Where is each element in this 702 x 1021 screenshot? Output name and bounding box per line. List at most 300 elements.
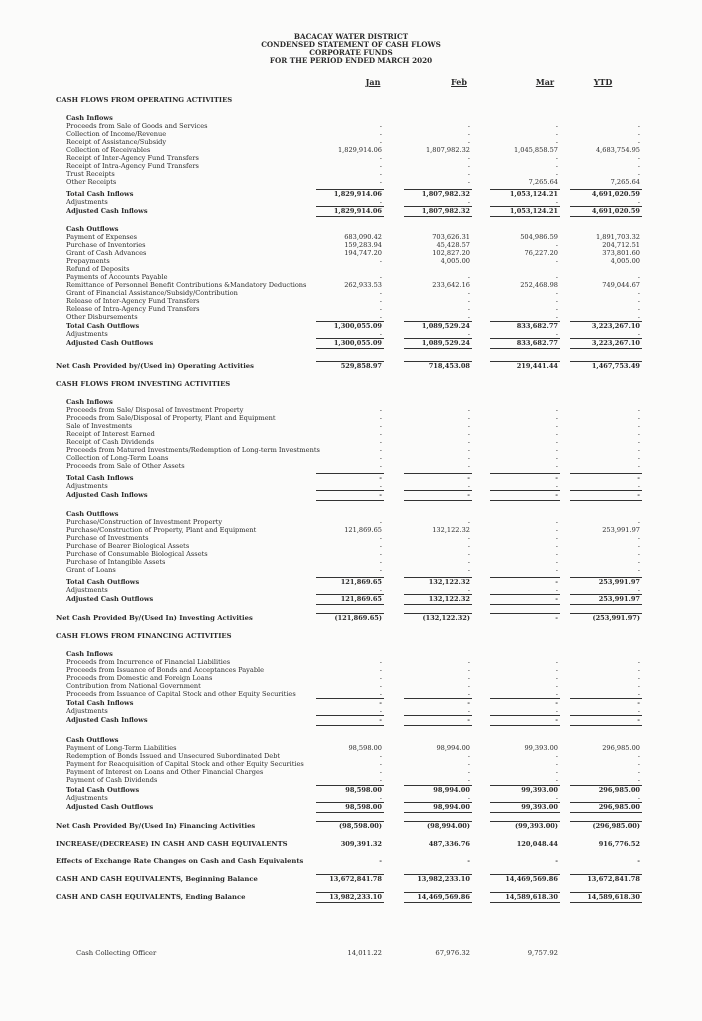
cell-jan: 98,598.00 xyxy=(348,744,382,752)
column-jan: Jan xyxy=(365,77,381,87)
cell-mar: - xyxy=(555,666,558,674)
cell-mar: 1,045,858.57 xyxy=(513,146,558,154)
cell-mar: - xyxy=(555,462,558,470)
cell-feb: - xyxy=(467,707,470,715)
cell-mar: - xyxy=(555,170,558,178)
row-label: Grant of Financial Assistance/Subsidy/Contribution xyxy=(66,289,238,297)
total-row xyxy=(0,699,702,707)
cell-ytd: 3,223,267.10 xyxy=(591,339,640,347)
line-item-row xyxy=(0,454,702,462)
cell-feb: - xyxy=(467,666,470,674)
section-heading xyxy=(0,380,702,388)
column-feb: Feb xyxy=(451,77,467,87)
cell-mar: 14,589,618.30 xyxy=(505,893,558,901)
total-rule-top xyxy=(404,490,472,491)
cell-ytd: 204,712.51 xyxy=(602,241,640,249)
cell-mar: - xyxy=(555,430,558,438)
summary-row xyxy=(0,840,702,848)
cell-mar: 7,265.64 xyxy=(528,178,558,186)
cell-ytd: 13,672,841.78 xyxy=(587,875,640,883)
total-rule-top xyxy=(570,473,642,474)
subsection-heading xyxy=(0,510,702,518)
cell-ytd: - xyxy=(637,550,640,558)
summary-row xyxy=(0,614,702,622)
period: FOR THE PERIOD ENDED MARCH 2020 xyxy=(269,56,433,65)
cell-jan: - xyxy=(379,273,382,281)
cell-mar: - xyxy=(555,438,558,446)
line-item-row xyxy=(0,178,702,186)
cell-ytd: - xyxy=(637,313,640,321)
total-rule-top xyxy=(404,206,472,207)
line-item-row xyxy=(0,170,702,178)
cell-mar: 120,048.44 xyxy=(516,840,558,848)
cell-jan: - xyxy=(379,658,382,666)
cell-feb: - xyxy=(467,446,470,454)
cell-mar: - xyxy=(555,241,558,249)
cell-feb: - xyxy=(467,491,470,499)
cell-ytd: 916,776.52 xyxy=(598,840,640,848)
cell-feb: - xyxy=(467,198,470,206)
line-item-row xyxy=(0,406,702,414)
cell-ytd: - xyxy=(637,305,640,313)
total-rule-top xyxy=(490,785,560,786)
line-item-row xyxy=(0,122,702,130)
row-label: Receipt of Intra-Agency Fund Transfers xyxy=(66,162,199,170)
total-rule-top xyxy=(570,785,642,786)
total-rule-top xyxy=(404,473,472,474)
cell-ytd: - xyxy=(637,491,640,499)
total-rule-top xyxy=(570,361,642,362)
cell-jan: 121,869.65 xyxy=(340,578,382,586)
cell-feb: - xyxy=(467,566,470,574)
section-heading-label: CASH FLOWS FROM FINANCING ACTIVITIES xyxy=(56,632,232,640)
cell-mar: - xyxy=(555,257,558,265)
line-item-row xyxy=(0,146,702,154)
line-item-row xyxy=(0,446,702,454)
cell-jan: - xyxy=(379,716,382,724)
total-rule-top xyxy=(490,321,560,322)
line-item-row xyxy=(0,682,702,690)
total-rule-top xyxy=(316,715,384,716)
total-rule-top xyxy=(404,715,472,716)
subsection-heading xyxy=(0,114,702,122)
summary-row xyxy=(0,857,702,865)
row-label: Proceeds from Domestic and Foreign Loans xyxy=(66,674,213,682)
cell-mar: - xyxy=(555,454,558,462)
line-item-row xyxy=(0,289,702,297)
cell-ytd: - xyxy=(637,558,640,566)
summary-row xyxy=(0,893,702,901)
total-rule-top xyxy=(490,577,560,578)
total-rule-top xyxy=(404,361,472,362)
total-rule-top xyxy=(570,802,642,803)
cell-feb: - xyxy=(467,474,470,482)
cell-mar: - xyxy=(555,578,558,586)
line-item-row xyxy=(0,707,702,715)
row-label: Other Disbursements xyxy=(66,313,138,321)
total-rule-top xyxy=(570,613,642,614)
row-label: Total Cash Outflows xyxy=(66,578,140,586)
subsection-heading-label: Cash Inflows xyxy=(66,398,113,406)
cell-ytd: - xyxy=(637,170,640,178)
line-item-row xyxy=(0,666,702,674)
cell-feb: 1,807,982.32 xyxy=(425,146,470,154)
row-label: Adjusted Cash Inflows xyxy=(66,207,148,215)
cell-ytd: - xyxy=(637,430,640,438)
cell-mar: - xyxy=(555,707,558,715)
total-rule-top xyxy=(316,473,384,474)
row-label: Release of Intra-Agency Fund Transfers xyxy=(66,305,200,313)
cell-jan: - xyxy=(379,550,382,558)
section-heading-label: CASH FLOWS FROM INVESTING ACTIVITIES xyxy=(56,380,231,388)
cell-feb: - xyxy=(467,682,470,690)
row-label: Grant of Cash Advances xyxy=(66,249,147,257)
total-rule-top xyxy=(316,698,384,699)
cell-feb: - xyxy=(467,438,470,446)
cell-mar: - xyxy=(555,716,558,724)
cell-jan: - xyxy=(379,305,382,313)
cell-feb: - xyxy=(467,658,470,666)
cell-jan: - xyxy=(379,666,382,674)
section-heading-label: CASH FLOWS FROM OPERATING ACTIVITIES xyxy=(56,96,233,104)
line-item-row xyxy=(0,768,702,776)
total-rule-bottom xyxy=(490,604,560,605)
cell-ytd: - xyxy=(637,198,640,206)
row-label: Total Cash Inflows xyxy=(66,474,134,482)
total-rule-bottom xyxy=(570,216,642,217)
cell-ytd: - xyxy=(637,273,640,281)
line-item-row xyxy=(0,794,702,802)
line-item-row xyxy=(0,330,702,338)
cell-feb: - xyxy=(467,170,470,178)
cell-ytd: - xyxy=(637,297,640,305)
cell-jan: - xyxy=(379,760,382,768)
row-label: Trust Receipts xyxy=(66,170,115,178)
cell-ytd: 4,691,020.59 xyxy=(591,207,640,215)
cell-ytd: - xyxy=(637,406,640,414)
total-rule-bottom xyxy=(316,604,384,605)
total-rule-bottom xyxy=(570,902,642,903)
cell-mar: 99,393.00 xyxy=(521,786,558,794)
row-label: Purchase/Construction of Investment Property xyxy=(66,518,223,526)
cell-feb: - xyxy=(467,422,470,430)
total-rule-top xyxy=(404,698,472,699)
cash-collecting-officer-mar: 9,757.92 xyxy=(527,949,558,957)
cell-jan: - xyxy=(379,674,382,682)
cell-jan: - xyxy=(379,534,382,542)
total-rule-bottom xyxy=(570,500,642,501)
cell-ytd: - xyxy=(637,154,640,162)
cell-jan: - xyxy=(379,857,382,865)
total-rule-top xyxy=(570,206,642,207)
cell-feb: - xyxy=(467,558,470,566)
row-label: Release of Inter-Agency Fund Transfers xyxy=(66,297,200,305)
total-rule-top xyxy=(490,613,560,614)
cell-feb: - xyxy=(467,162,470,170)
total-rule-bottom xyxy=(490,216,560,217)
cell-jan: - xyxy=(379,178,382,186)
total-row xyxy=(0,786,702,794)
section-heading xyxy=(0,632,702,640)
line-item-row xyxy=(0,305,702,313)
subsection-heading-label: Cash Outflows xyxy=(66,736,119,744)
line-item-row xyxy=(0,241,702,249)
row-label: Collection of Income/Revenue xyxy=(66,130,167,138)
cell-ytd: - xyxy=(637,138,640,146)
cell-mar: - xyxy=(555,130,558,138)
total-rule-top xyxy=(316,338,384,339)
cell-ytd: 4,691,020.59 xyxy=(591,190,640,198)
cell-ytd: - xyxy=(637,752,640,760)
cell-feb: - xyxy=(467,857,470,865)
row-label: Adjustments xyxy=(66,707,108,715)
cell-ytd: - xyxy=(637,330,640,338)
cell-jan: - xyxy=(379,257,382,265)
cell-mar: - xyxy=(555,198,558,206)
cell-jan: - xyxy=(379,586,382,594)
cell-ytd: - xyxy=(637,446,640,454)
line-item-row xyxy=(0,138,702,146)
cell-ytd: 296,985.00 xyxy=(598,786,640,794)
cell-jan: - xyxy=(379,491,382,499)
cell-mar: - xyxy=(555,297,558,305)
cell-ytd: - xyxy=(637,666,640,674)
row-label: Purchase of Bearer Biological Assets xyxy=(66,542,190,550)
cell-ytd: - xyxy=(637,699,640,707)
section-heading xyxy=(0,96,702,104)
line-item-row xyxy=(0,130,702,138)
cell-feb: 1,807,982.32 xyxy=(421,207,470,215)
row-label: Payment of Expenses xyxy=(66,233,138,241)
cell-feb: 4,005.00 xyxy=(440,257,470,265)
row-label: Contribution from National Government xyxy=(66,682,201,690)
cell-mar: - xyxy=(555,776,558,784)
cell-ytd: - xyxy=(637,707,640,715)
cell-ytd: - xyxy=(637,534,640,542)
statement-title: CONDENSED STATEMENT OF CASH FLOWS xyxy=(261,40,441,49)
cell-jan: 262,933.53 xyxy=(344,281,382,289)
cell-ytd: - xyxy=(637,482,640,490)
cell-feb: 132,122.32 xyxy=(428,578,470,586)
cell-ytd: - xyxy=(637,542,640,550)
cell-feb: 703,626.31 xyxy=(432,233,470,241)
cell-jan: 98,598.00 xyxy=(345,803,382,811)
row-label: Adjustments xyxy=(66,198,108,206)
total-rule-top xyxy=(316,613,384,614)
row-label: Refund of Deposits xyxy=(66,265,130,273)
total-rule-bottom xyxy=(570,604,642,605)
cell-jan: - xyxy=(379,462,382,470)
cell-jan: 1,829,914.06 xyxy=(337,146,382,154)
total-rule-bottom xyxy=(404,725,472,726)
cell-ytd: 253,991.97 xyxy=(598,578,640,586)
cell-mar: - xyxy=(555,289,558,297)
total-row xyxy=(0,207,702,215)
subsection-heading xyxy=(0,736,702,744)
cell-jan: - xyxy=(379,438,382,446)
cell-feb: - xyxy=(467,430,470,438)
total-rule-top xyxy=(570,698,642,699)
line-item-row xyxy=(0,154,702,162)
total-rule-top xyxy=(570,321,642,322)
cell-mar: - xyxy=(555,414,558,422)
cell-ytd: 7,265.64 xyxy=(610,178,640,186)
total-rule-top xyxy=(490,892,560,893)
cell-ytd: - xyxy=(637,857,640,865)
subsection-heading-label: Cash Outflows xyxy=(66,225,119,233)
cell-jan: - xyxy=(379,138,382,146)
cell-jan: - xyxy=(379,690,382,698)
total-rule-top xyxy=(316,802,384,803)
cell-mar: - xyxy=(555,534,558,542)
cell-jan: - xyxy=(379,794,382,802)
total-rule-bottom xyxy=(316,500,384,501)
cell-jan: (98,598.00) xyxy=(339,822,382,830)
line-item-row xyxy=(0,744,702,752)
cell-ytd: - xyxy=(637,518,640,526)
row-label: Net Cash Provided By/(Used In) Financing Activities xyxy=(56,822,256,830)
line-item-row xyxy=(0,550,702,558)
row-label: Purchase of Inventories xyxy=(66,241,146,249)
cell-jan: - xyxy=(379,752,382,760)
line-item-row xyxy=(0,414,702,422)
cell-jan: 683,090.42 xyxy=(344,233,382,241)
total-rule-bottom xyxy=(570,348,642,349)
row-label: Remittance of Personnel Benefit Contributions &Mandatory Deductions xyxy=(66,281,307,289)
total-rule-top xyxy=(490,361,560,362)
total-rule-bottom xyxy=(316,348,384,349)
total-rule-top xyxy=(570,577,642,578)
row-label: Purchase of Intangible Assets xyxy=(66,558,166,566)
cell-feb: - xyxy=(467,305,470,313)
row-label: Proceeds from Issuance of Capital Stock and other Equity Securities xyxy=(66,690,296,698)
subsection-heading xyxy=(0,650,702,658)
cell-jan: 121,869.65 xyxy=(344,526,382,534)
cell-jan: - xyxy=(379,558,382,566)
column-ytd: YTD xyxy=(593,77,613,87)
cell-jan: - xyxy=(379,297,382,305)
total-rule-top xyxy=(490,821,560,822)
row-label: Redemption of Bonds Issued and Unsecured Subordinated Debt xyxy=(66,752,281,760)
cell-jan: - xyxy=(379,542,382,550)
cell-feb: - xyxy=(467,768,470,776)
cell-mar: - xyxy=(555,674,558,682)
line-item-row xyxy=(0,162,702,170)
total-rule-top xyxy=(316,594,384,595)
cell-mar: - xyxy=(555,526,558,534)
row-label: Net Cash Provided By/(Used In) Investing Activities xyxy=(56,614,253,622)
total-rule-bottom xyxy=(490,812,560,813)
cell-ytd: - xyxy=(637,289,640,297)
cell-feb: - xyxy=(467,690,470,698)
total-rule-top xyxy=(490,715,560,716)
cell-feb: - xyxy=(467,674,470,682)
cell-feb: - xyxy=(467,454,470,462)
row-label: Adjustments xyxy=(66,482,108,490)
cell-ytd: (296,985.00) xyxy=(592,822,640,830)
line-item-row xyxy=(0,273,702,281)
cell-ytd: 1,891,703.32 xyxy=(595,233,640,241)
row-label: Purchase/Construction of Property, Plant and Equipment xyxy=(66,526,257,534)
cell-mar: - xyxy=(555,305,558,313)
cell-mar: - xyxy=(555,550,558,558)
cell-ytd: - xyxy=(637,130,640,138)
cell-jan: - xyxy=(379,768,382,776)
cell-feb: - xyxy=(467,752,470,760)
total-rule-bottom xyxy=(404,216,472,217)
cell-mar: 1,053,124.21 xyxy=(509,207,558,215)
total-rule-top xyxy=(316,490,384,491)
total-rule-top xyxy=(404,321,472,322)
row-label: Adjustments xyxy=(66,330,108,338)
cell-jan: 121,869.65 xyxy=(340,595,382,603)
org-name: BACACAY WATER DISTRICT xyxy=(293,32,409,41)
row-label: Total Cash Inflows xyxy=(66,699,134,707)
line-item-row xyxy=(0,430,702,438)
cell-feb: - xyxy=(467,542,470,550)
row-label: CASH AND CASH EQUIVALENTS, Beginning Balance xyxy=(56,875,258,883)
cell-feb: 1,807,982.32 xyxy=(421,190,470,198)
cell-mar: 833,682.77 xyxy=(516,339,558,347)
line-item-row xyxy=(0,297,702,305)
cell-feb: - xyxy=(467,406,470,414)
line-item-row xyxy=(0,658,702,666)
total-rule-top xyxy=(404,338,472,339)
cell-ytd: 3,223,267.10 xyxy=(591,322,640,330)
total-rule-top xyxy=(404,785,472,786)
total-rule-top xyxy=(570,594,642,595)
subsection-heading xyxy=(0,398,702,406)
cell-mar: - xyxy=(555,422,558,430)
cell-ytd: 253,991.97 xyxy=(598,595,640,603)
cell-mar: - xyxy=(555,690,558,698)
cell-feb: 14,469,569.86 xyxy=(417,893,470,901)
cash-collecting-officer-label: Cash Collecting Officer xyxy=(76,949,157,957)
line-item-row xyxy=(0,518,702,526)
row-label: Payment of Long-Term Liabilities xyxy=(66,744,177,752)
cell-mar: - xyxy=(555,760,558,768)
cell-mar: 99,393.00 xyxy=(524,744,558,752)
cell-jan: - xyxy=(379,474,382,482)
row-label: Purchase of Consumable Biological Assets xyxy=(66,550,208,558)
cell-feb: 98,994.00 xyxy=(433,803,470,811)
row-label: Purchase of Investments xyxy=(66,534,149,542)
cell-jan: 1,300,055.09 xyxy=(333,339,382,347)
cell-jan: - xyxy=(379,198,382,206)
total-rule-bottom xyxy=(404,500,472,501)
cell-feb: - xyxy=(467,330,470,338)
cell-mar: - xyxy=(555,566,558,574)
cell-ytd: (253,991.97) xyxy=(592,614,640,622)
line-item-row xyxy=(0,482,702,490)
cell-mar: - xyxy=(555,162,558,170)
total-rule-top xyxy=(316,361,384,362)
cell-ytd: - xyxy=(637,760,640,768)
row-label: Receipt of Interest Earned xyxy=(66,430,155,438)
cell-jan: - xyxy=(379,482,382,490)
cell-ytd: 4,005.00 xyxy=(610,257,640,265)
total-rule-top xyxy=(404,189,472,190)
fund-name: CORPORATE FUNDS xyxy=(309,48,393,57)
total-rule-top xyxy=(316,321,384,322)
cell-jan: 13,672,841.78 xyxy=(329,875,382,883)
total-rule-top xyxy=(404,613,472,614)
cell-ytd: - xyxy=(637,658,640,666)
cell-feb: 98,994.00 xyxy=(436,744,470,752)
cell-ytd: - xyxy=(637,716,640,724)
cell-ytd: - xyxy=(637,122,640,130)
cell-ytd: 14,589,618.30 xyxy=(587,893,640,901)
